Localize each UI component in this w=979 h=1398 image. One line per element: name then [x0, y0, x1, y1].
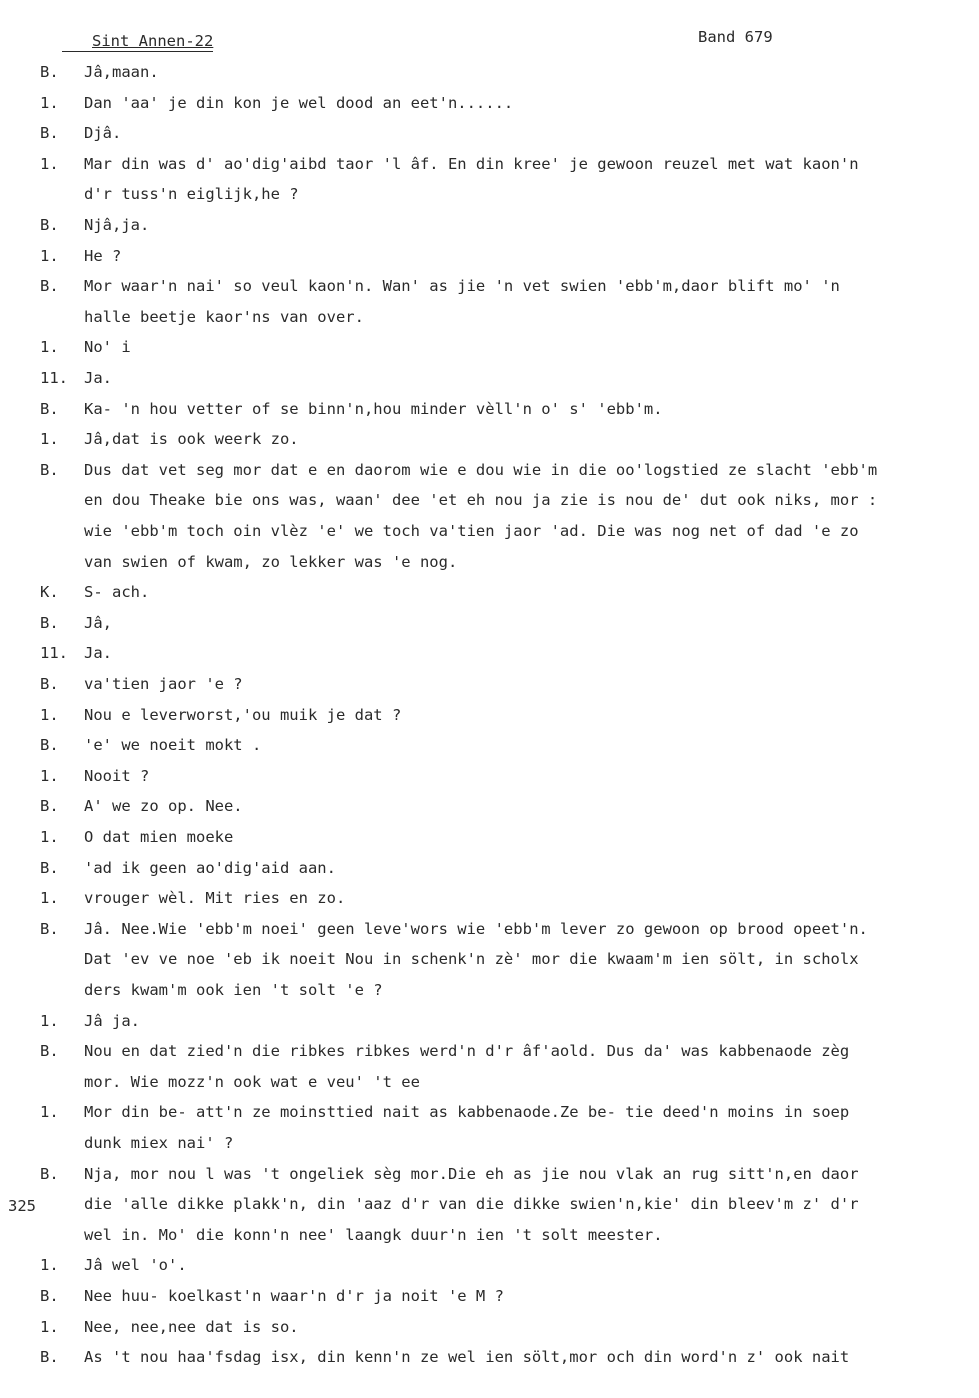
- speaker-label: 1.: [40, 766, 59, 785]
- utterance-line: Mar din was d' ao'dig'aibd taor 'l âf. En din kree' je gewoon reuzel met wat kaon'n: [84, 154, 859, 173]
- utterance-line: mor. Wie mozz'n ook wat e veu' 't ee: [84, 1072, 420, 1091]
- speaker-label: 11.: [40, 644, 68, 663]
- utterance-line: Dus dat vet seg mor dat e en daorom wie e dou wie in die oo'logstied ze slacht 'ebb'm: [84, 460, 878, 479]
- speaker-label: B.: [40, 736, 59, 755]
- speaker-label: B.: [40, 216, 59, 234]
- speaker-label: B.: [40, 63, 59, 81]
- speaker-label: B.: [40, 277, 59, 296]
- speaker-label: B.: [40, 919, 59, 938]
- utterance-line: Djâ.: [84, 124, 122, 143]
- speaker-label: B.: [40, 124, 59, 143]
- speaker-label: 1.: [40, 705, 59, 724]
- speaker-label: 1.: [40, 430, 59, 449]
- speaker-label: 1.: [40, 246, 59, 265]
- utterance-line: d'r tuss'n eiglijk,he ?: [84, 185, 299, 204]
- utterance-line: dunk miex nai' ?: [84, 1133, 234, 1152]
- utterance-line: Jâ,dat is ook weerk zo.: [84, 430, 299, 449]
- utterance-line: Jâ,maan.: [84, 63, 159, 81]
- utterance-line: wel in. Mo' die konn'n nee' laangk duur'n ien 't solt meester.: [84, 1225, 663, 1244]
- utterance-line: wie 'ebb'm toch oin vlèz 'e' we toch va'tien jaor 'ad. Die was nog net of dad 'e zo: [84, 521, 859, 540]
- speaker-label: 1.: [40, 338, 59, 357]
- speaker-label: 11.: [40, 369, 68, 387]
- speaker-label: B.: [40, 460, 59, 479]
- speaker-label: B.: [40, 613, 59, 632]
- speaker-label: B.: [40, 1287, 59, 1305]
- utterance-line: Njâ,ja.: [84, 216, 150, 234]
- utterance-line: Jâ ja.: [84, 1011, 140, 1030]
- speaker-label: B.: [40, 675, 59, 693]
- speaker-label: B.: [40, 797, 59, 816]
- utterance-line: O dat mien moeke: [84, 828, 234, 846]
- utterance-line: Nee huu- koelkast'n waar'n d'r ja noit 'e M ?: [84, 1287, 504, 1305]
- utterance-line: ders kwam'm ook ien 't solt 'e ?: [84, 980, 383, 999]
- utterance-line: Jâ,: [84, 613, 112, 632]
- utterance-line: Nee, nee,nee dat is so.: [84, 1317, 299, 1336]
- utterance-line: 'e' we noeit mokt .: [84, 736, 262, 755]
- utterance-line: Nou en dat zied'n die ribkes ribkes werd'n d'r âf'aold. Dus da' was kabbenaode zèg: [84, 1042, 850, 1061]
- utterance-line: Ja.: [84, 369, 112, 387]
- utterance-line: Nja, mor nou l was 't ongeliek sèg mor.Die eh as jie nou vlak an rug sitt'n,en daor: [84, 1164, 859, 1183]
- speaker-label: B.: [40, 1164, 59, 1183]
- utterance-line: vrouger wèl. Mit ries en zo.: [84, 889, 346, 908]
- margin-page-number: 325: [8, 1197, 36, 1215]
- speaker-label: B.: [40, 1042, 59, 1061]
- utterance-line: Nooit ?: [84, 766, 150, 785]
- utterance-line: Jâ wel 'o'.: [84, 1256, 187, 1275]
- speaker-label: 1.: [40, 828, 59, 846]
- speaker-label: 1.: [40, 93, 59, 112]
- utterance-line: He ?: [84, 246, 122, 265]
- utterance-line: A' we zo op. Nee.: [84, 797, 243, 816]
- utterance-line: Ka- 'n hou vetter of se binn'n,hou minder vèll'n o' s' 'ebb'm.: [84, 399, 663, 418]
- speaker-label: B.: [40, 1348, 59, 1367]
- speaker-label: 1.: [40, 154, 59, 173]
- utterance-line: halle beetje kaor'ns van over.: [84, 307, 364, 326]
- speaker-label: 1.: [40, 1103, 59, 1122]
- utterance-line: die 'alle dikke plakk'n, din 'aaz d'r van die dikke swien'n,kie' din bleev'm z' d'r: [84, 1195, 859, 1214]
- document-title: Sint Annen-22: [92, 32, 214, 50]
- utterance-line: Jâ. Nee.Wie 'ebb'm noei' geen leve'wors wie 'ebb'm lever zo gewoon op brood opeet'n.: [84, 919, 868, 938]
- band-label: Band 679: [698, 28, 773, 46]
- utterance-line: Mor waar'n nai' so veul kaon'n. Wan' as jie 'n vet swien 'ebb'm,daor blift mo' 'n: [84, 277, 840, 296]
- utterance-line: Mor din be- att'n ze moinsttied nait as kabbenaode.Ze be- tie deed'n moins in soep: [84, 1103, 850, 1122]
- speaker-label: K.: [40, 583, 59, 602]
- utterance-line: Nou e leverworst,'ou muik je dat ?: [84, 705, 402, 724]
- speaker-label: B.: [40, 399, 59, 418]
- utterance-line: en dou Theake bie ons was, waan' dee 'et eh nou ja zie is nou de' dut ook niks, mor :: [84, 491, 878, 510]
- speaker-label: 1.: [40, 889, 59, 908]
- utterance-line: Ja.: [84, 644, 112, 663]
- utterance-line: Dan 'aa' je din kon je wel dood an eet'n......: [84, 93, 514, 112]
- utterance-line: Dat 'ev ve noe 'eb ik noeit Nou in schenk'n zè' mor die kwaam'm ien sölt, in scholx: [84, 950, 859, 969]
- speaker-label: 1.: [40, 1317, 59, 1336]
- speaker-label: 1.: [40, 1011, 59, 1030]
- speaker-label: 1.: [40, 1256, 59, 1275]
- speaker-label: B.: [40, 858, 59, 877]
- utterance-line: No' i: [84, 338, 131, 357]
- utterance-line: S- ach.: [84, 583, 150, 602]
- utterance-line: va'tien jaor 'e ?: [84, 675, 243, 693]
- utterance-line: van swien of kwam, zo lekker was 'e nog.: [84, 552, 458, 571]
- utterance-line: As 't nou haa'fsdag isx, din kenn'n ze wel ien sölt,mor och din word'n z' ook nait: [84, 1348, 850, 1367]
- utterance-line: 'ad ik geen ao'dig'aid aan.: [84, 858, 336, 877]
